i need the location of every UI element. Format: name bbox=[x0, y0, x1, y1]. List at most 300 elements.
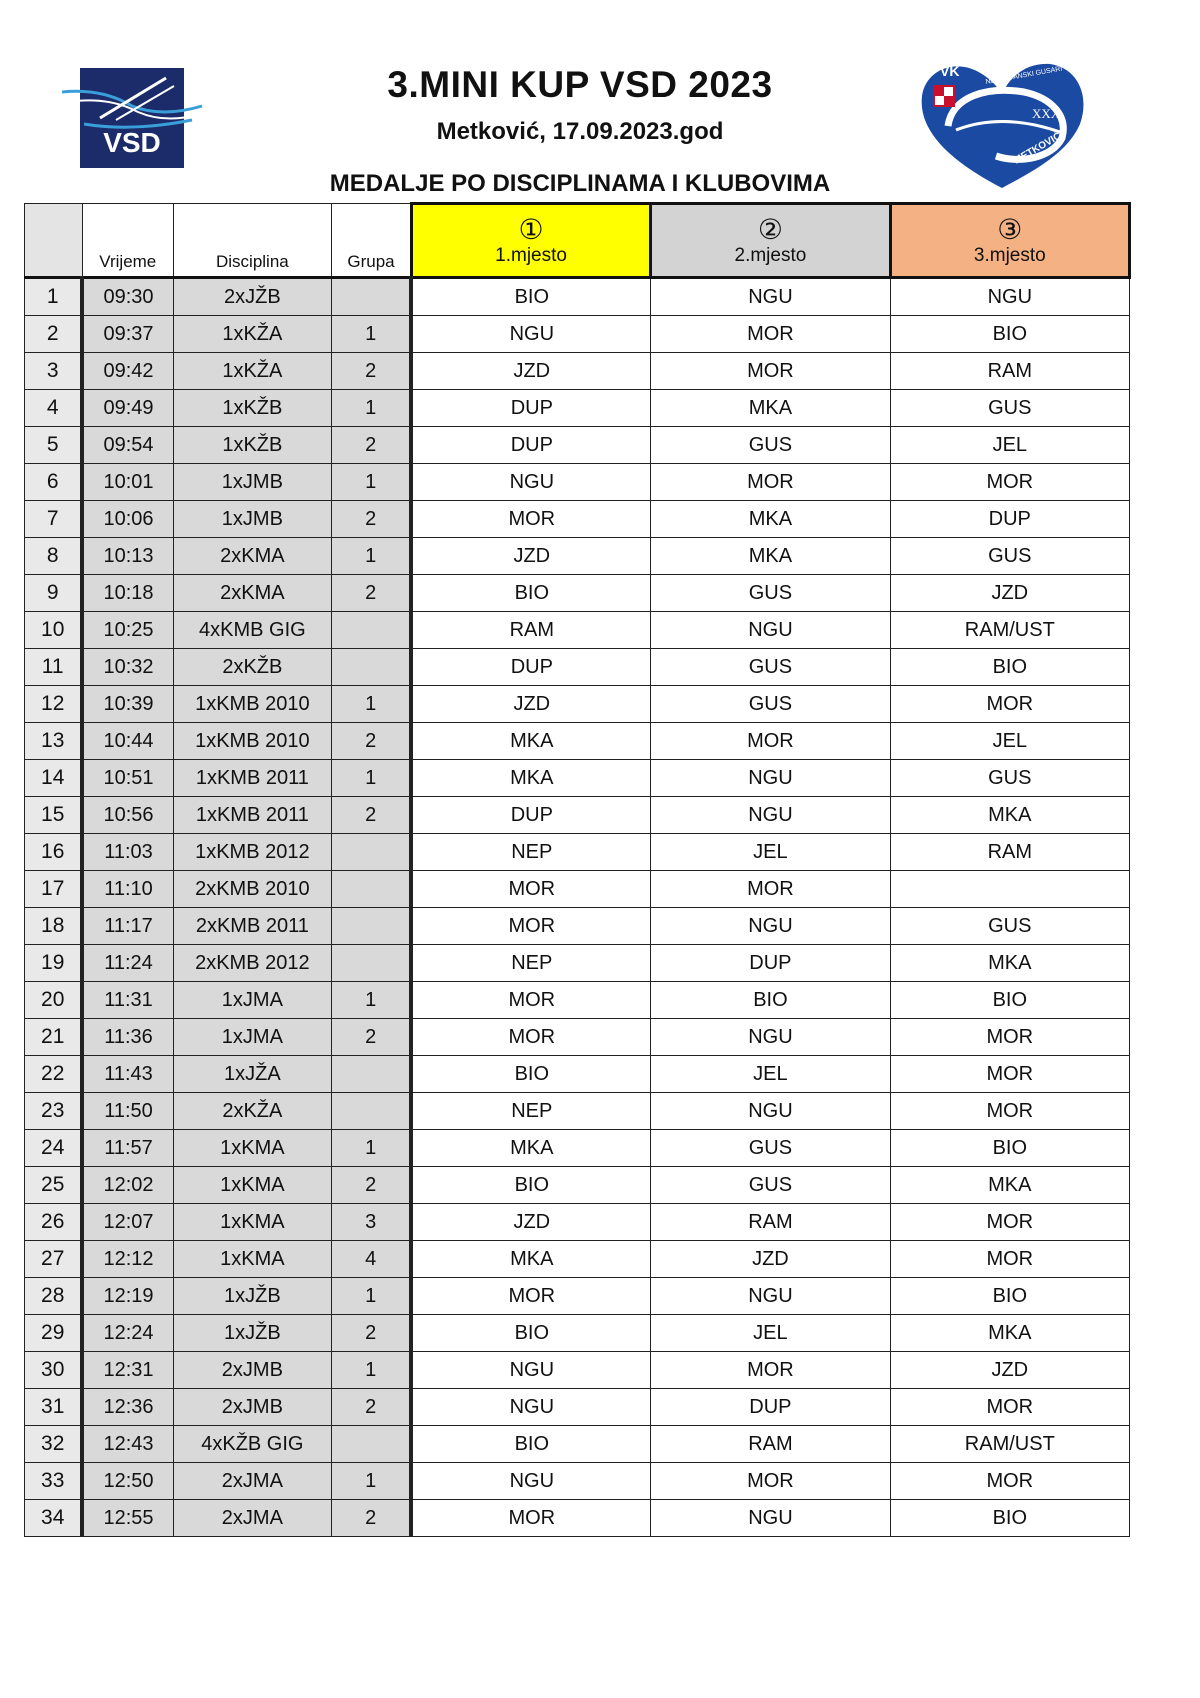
row-third-place: MOR bbox=[890, 1241, 1129, 1278]
row-third-place: MOR bbox=[890, 1056, 1129, 1093]
row-group: 3 bbox=[332, 1204, 412, 1241]
row-number: 22 bbox=[25, 1056, 83, 1093]
row-number: 29 bbox=[25, 1315, 83, 1352]
row-number: 11 bbox=[25, 649, 83, 686]
row-discipline: 2xJMB bbox=[173, 1389, 331, 1426]
row-third-place bbox=[890, 871, 1129, 908]
row-third-place: BIO bbox=[890, 316, 1129, 353]
table-header-row bbox=[25, 204, 1130, 278]
row-group: 1 bbox=[332, 390, 412, 427]
row-number: 26 bbox=[25, 1204, 83, 1241]
row-number: 23 bbox=[25, 1093, 83, 1130]
row-time: 10:44 bbox=[82, 723, 173, 760]
row-first-place: NGU bbox=[411, 316, 650, 353]
row-first-place: NEP bbox=[411, 1093, 650, 1130]
row-group: 1 bbox=[332, 1463, 412, 1500]
row-time: 11:31 bbox=[82, 982, 173, 1019]
row-group bbox=[332, 1093, 412, 1130]
row-number: 9 bbox=[25, 575, 83, 612]
row-discipline: 2xKMB 2010 bbox=[173, 871, 331, 908]
row-first-place: DUP bbox=[411, 649, 650, 686]
row-number: 13 bbox=[25, 723, 83, 760]
row-discipline: 1xKMA bbox=[173, 1241, 331, 1278]
row-third-place: JEL bbox=[890, 723, 1129, 760]
svg-text:VSD: VSD bbox=[103, 127, 161, 158]
row-number: 24 bbox=[25, 1130, 83, 1167]
row-third-place: JZD bbox=[890, 575, 1129, 612]
row-first-place: NGU bbox=[411, 1389, 650, 1426]
row-third-place: BIO bbox=[890, 982, 1129, 1019]
row-discipline: 2xKMB 2011 bbox=[173, 908, 331, 945]
row-second-place: GUS bbox=[651, 1167, 890, 1204]
row-number: 27 bbox=[25, 1241, 83, 1278]
row-time: 09:54 bbox=[82, 427, 173, 464]
table-row bbox=[25, 649, 1130, 686]
row-number: 33 bbox=[25, 1463, 83, 1500]
row-group: 2 bbox=[332, 723, 412, 760]
table-row bbox=[25, 278, 1130, 316]
row-discipline: 2xJŽB bbox=[173, 278, 331, 316]
page-title: 3.MINI KUP VSD 2023 bbox=[387, 64, 773, 105]
row-group: 1 bbox=[332, 982, 412, 1019]
row-third-place: MKA bbox=[890, 1167, 1129, 1204]
row-group: 4 bbox=[332, 1241, 412, 1278]
row-number: 25 bbox=[25, 1167, 83, 1204]
row-first-place: NEP bbox=[411, 834, 650, 871]
row-second-place: MOR bbox=[651, 464, 890, 501]
row-third-place: DUP bbox=[890, 501, 1129, 538]
row-discipline: 1xKMA bbox=[173, 1204, 331, 1241]
row-discipline: 1xJŽB bbox=[173, 1278, 331, 1315]
row-number: 32 bbox=[25, 1426, 83, 1463]
row-group bbox=[332, 1426, 412, 1463]
row-third-place: GUS bbox=[890, 538, 1129, 575]
row-number: 34 bbox=[25, 1500, 83, 1537]
row-second-place: NGU bbox=[651, 1278, 890, 1315]
row-first-place: MOR bbox=[411, 1500, 650, 1537]
row-group: 2 bbox=[332, 1315, 412, 1352]
row-third-place: MOR bbox=[890, 1019, 1129, 1056]
row-third-place: JEL bbox=[890, 427, 1129, 464]
row-time: 09:37 bbox=[82, 316, 173, 353]
row-second-place: NGU bbox=[651, 1093, 890, 1130]
row-second-place: NGU bbox=[651, 797, 890, 834]
row-time: 10:51 bbox=[82, 760, 173, 797]
row-first-place: NGU bbox=[411, 464, 650, 501]
medals-table bbox=[24, 202, 1131, 1537]
header-grupa: Grupa bbox=[332, 204, 412, 278]
row-number: 10 bbox=[25, 612, 83, 649]
header-first-place bbox=[411, 204, 650, 278]
row-number: 18 bbox=[25, 908, 83, 945]
row-discipline: 1xJŽB bbox=[173, 1315, 331, 1352]
row-time: 12:55 bbox=[82, 1500, 173, 1537]
table-row bbox=[25, 1389, 1130, 1426]
row-second-place: NGU bbox=[651, 908, 890, 945]
row-discipline: 1xKMB 2012 bbox=[173, 834, 331, 871]
row-time: 12:02 bbox=[82, 1167, 173, 1204]
row-time: 10:13 bbox=[82, 538, 173, 575]
row-second-place: MOR bbox=[651, 723, 890, 760]
row-second-place: DUP bbox=[651, 945, 890, 982]
first-place-symbol: ① bbox=[518, 213, 544, 245]
row-first-place: NGU bbox=[411, 1352, 650, 1389]
row-number: 6 bbox=[25, 464, 83, 501]
row-second-place: JEL bbox=[651, 1315, 890, 1352]
row-time: 12:31 bbox=[82, 1352, 173, 1389]
row-number: 3 bbox=[25, 353, 83, 390]
row-group: 1 bbox=[332, 316, 412, 353]
section-title: MEDALJE PO DISCIPLINAMA I KLUBOVIMA bbox=[329, 170, 831, 197]
vsd-logo bbox=[62, 66, 204, 180]
row-first-place: BIO bbox=[411, 1315, 650, 1352]
row-second-place: JEL bbox=[651, 1056, 890, 1093]
table-row bbox=[25, 353, 1130, 390]
row-first-place: NGU bbox=[411, 1463, 650, 1500]
row-second-place: GUS bbox=[651, 686, 890, 723]
row-number: 20 bbox=[25, 982, 83, 1019]
second-place-label: 2.mjesto bbox=[734, 244, 807, 266]
row-discipline: 2xJMB bbox=[173, 1352, 331, 1389]
row-first-place: BIO bbox=[411, 1167, 650, 1204]
row-time: 10:39 bbox=[82, 686, 173, 723]
row-first-place: MKA bbox=[411, 723, 650, 760]
row-third-place: NGU bbox=[890, 278, 1129, 316]
row-third-place: BIO bbox=[890, 1130, 1129, 1167]
row-discipline: 2xJMA bbox=[173, 1500, 331, 1537]
table-row bbox=[25, 390, 1130, 427]
table-row bbox=[25, 612, 1130, 649]
row-discipline: 1xKMB 2011 bbox=[173, 797, 331, 834]
row-group bbox=[332, 649, 412, 686]
row-number: 5 bbox=[25, 427, 83, 464]
row-number: 7 bbox=[25, 501, 83, 538]
row-number: 12 bbox=[25, 686, 83, 723]
row-third-place: RAM bbox=[890, 353, 1129, 390]
row-time: 12:50 bbox=[82, 1463, 173, 1500]
row-number: 2 bbox=[25, 316, 83, 353]
row-time: 12:36 bbox=[82, 1389, 173, 1426]
page-subtitle: Metković, 17.09.2023.god bbox=[436, 118, 724, 145]
row-first-place: JZD bbox=[411, 686, 650, 723]
row-second-place: BIO bbox=[651, 982, 890, 1019]
row-third-place: MOR bbox=[890, 464, 1129, 501]
row-third-place: BIO bbox=[890, 649, 1129, 686]
table-row bbox=[25, 464, 1130, 501]
table-row bbox=[25, 1130, 1130, 1167]
table-row bbox=[25, 538, 1130, 575]
row-third-place: GUS bbox=[890, 908, 1129, 945]
vk-metkovic-logo-graphic bbox=[912, 52, 1092, 192]
row-group bbox=[332, 908, 412, 945]
row-second-place: NGU bbox=[651, 612, 890, 649]
row-first-place: MKA bbox=[411, 760, 650, 797]
row-third-place: GUS bbox=[890, 760, 1129, 797]
row-discipline: 2xKMA bbox=[173, 575, 331, 612]
row-first-place: DUP bbox=[411, 797, 650, 834]
row-second-place: MOR bbox=[651, 353, 890, 390]
row-third-place: RAM/UST bbox=[890, 1426, 1129, 1463]
row-group: 1 bbox=[332, 1352, 412, 1389]
row-third-place: MOR bbox=[890, 1389, 1129, 1426]
row-time: 12:43 bbox=[82, 1426, 173, 1463]
row-number: 8 bbox=[25, 538, 83, 575]
row-third-place: GUS bbox=[890, 390, 1129, 427]
row-group: 1 bbox=[332, 538, 412, 575]
table-row bbox=[25, 982, 1130, 1019]
row-discipline: 2xKMA bbox=[173, 538, 331, 575]
row-first-place: MOR bbox=[411, 1278, 650, 1315]
row-first-place: DUP bbox=[411, 390, 650, 427]
row-discipline: 1xKMA bbox=[173, 1130, 331, 1167]
row-discipline: 1xKŽA bbox=[173, 353, 331, 390]
row-discipline: 2xKŽB bbox=[173, 649, 331, 686]
row-first-place: MKA bbox=[411, 1130, 650, 1167]
row-discipline: 2xJMA bbox=[173, 1463, 331, 1500]
table-row bbox=[25, 1315, 1130, 1352]
table-row bbox=[25, 723, 1130, 760]
svg-text:XXX: XXX bbox=[1032, 106, 1061, 121]
row-first-place: JZD bbox=[411, 1204, 650, 1241]
row-number: 4 bbox=[25, 390, 83, 427]
table-row bbox=[25, 427, 1130, 464]
svg-text:NERETVANSKI GUSARI: NERETVANSKI GUSARI bbox=[985, 65, 1063, 86]
header-number bbox=[25, 204, 83, 278]
row-discipline: 1xJŽA bbox=[173, 1056, 331, 1093]
row-third-place: MKA bbox=[890, 1315, 1129, 1352]
table-row bbox=[25, 1204, 1130, 1241]
row-number: 1 bbox=[25, 278, 83, 316]
row-second-place: MOR bbox=[651, 1463, 890, 1500]
row-time: 11:57 bbox=[82, 1130, 173, 1167]
table-row bbox=[25, 1426, 1130, 1463]
row-second-place: MOR bbox=[651, 1352, 890, 1389]
row-third-place: MKA bbox=[890, 797, 1129, 834]
table-row bbox=[25, 871, 1130, 908]
row-first-place: NEP bbox=[411, 945, 650, 982]
row-third-place: MOR bbox=[890, 1204, 1129, 1241]
row-discipline: 1xKMB 2010 bbox=[173, 686, 331, 723]
row-second-place: DUP bbox=[651, 1389, 890, 1426]
first-place-label: 1.mjesto bbox=[495, 244, 567, 266]
row-third-place: MOR bbox=[890, 1463, 1129, 1500]
row-discipline: 1xKŽB bbox=[173, 390, 331, 427]
row-number: 19 bbox=[25, 945, 83, 982]
row-first-place: MOR bbox=[411, 908, 650, 945]
row-discipline: 4xKŽB GIG bbox=[173, 1426, 331, 1463]
row-second-place: RAM bbox=[651, 1426, 890, 1463]
row-discipline: 1xJMA bbox=[173, 982, 331, 1019]
table-row bbox=[25, 1093, 1130, 1130]
row-time: 10:06 bbox=[82, 501, 173, 538]
row-discipline: 1xJMB bbox=[173, 464, 331, 501]
vk-metkovic-logo bbox=[912, 52, 1092, 192]
row-time: 12:19 bbox=[82, 1278, 173, 1315]
row-group: 1 bbox=[332, 760, 412, 797]
row-second-place: JEL bbox=[651, 834, 890, 871]
table-row bbox=[25, 1500, 1130, 1537]
row-first-place: MKA bbox=[411, 1241, 650, 1278]
row-time: 11:03 bbox=[82, 834, 173, 871]
header-second-place bbox=[651, 204, 890, 278]
row-time: 12:07 bbox=[82, 1204, 173, 1241]
table-row bbox=[25, 1241, 1130, 1278]
row-second-place: NGU bbox=[651, 760, 890, 797]
row-second-place: RAM bbox=[651, 1204, 890, 1241]
row-group: 1 bbox=[332, 1278, 412, 1315]
row-time: 12:12 bbox=[82, 1241, 173, 1278]
header-vrijeme: Vrijeme bbox=[82, 204, 173, 278]
row-time: 10:32 bbox=[82, 649, 173, 686]
row-third-place: RAM/UST bbox=[890, 612, 1129, 649]
row-group bbox=[332, 945, 412, 982]
second-place-symbol: ② bbox=[757, 213, 783, 245]
row-number: 28 bbox=[25, 1278, 83, 1315]
row-discipline: 1xJMA bbox=[173, 1019, 331, 1056]
row-second-place: GUS bbox=[651, 649, 890, 686]
row-group: 1 bbox=[332, 1130, 412, 1167]
row-number: 16 bbox=[25, 834, 83, 871]
row-number: 31 bbox=[25, 1389, 83, 1426]
row-time: 11:50 bbox=[82, 1093, 173, 1130]
row-discipline: 1xKMA bbox=[173, 1167, 331, 1204]
row-group: 2 bbox=[332, 797, 412, 834]
row-group bbox=[332, 871, 412, 908]
table-row bbox=[25, 834, 1130, 871]
row-group: 2 bbox=[332, 353, 412, 390]
row-first-place: JZD bbox=[411, 353, 650, 390]
row-time: 11:17 bbox=[82, 908, 173, 945]
row-discipline: 2xKŽA bbox=[173, 1093, 331, 1130]
row-second-place: MKA bbox=[651, 538, 890, 575]
row-second-place: MOR bbox=[651, 316, 890, 353]
row-group bbox=[332, 834, 412, 871]
row-number: 15 bbox=[25, 797, 83, 834]
table-row bbox=[25, 908, 1130, 945]
row-time: 09:30 bbox=[82, 278, 173, 316]
row-group: 1 bbox=[332, 686, 412, 723]
svg-text:METKOVIĆ: METKOVIĆ bbox=[1012, 130, 1064, 167]
row-third-place: JZD bbox=[890, 1352, 1129, 1389]
third-place-label: 3.mjesto bbox=[973, 244, 1046, 266]
row-time: 12:24 bbox=[82, 1315, 173, 1352]
row-discipline: 1xJMB bbox=[173, 501, 331, 538]
row-number: 14 bbox=[25, 760, 83, 797]
row-number: 30 bbox=[25, 1352, 83, 1389]
vsd-logo-graphic bbox=[62, 66, 204, 180]
row-number: 21 bbox=[25, 1019, 83, 1056]
row-first-place: BIO bbox=[411, 575, 650, 612]
row-time: 11:43 bbox=[82, 1056, 173, 1093]
svg-text:VK: VK bbox=[940, 63, 960, 79]
row-second-place: NGU bbox=[651, 1019, 890, 1056]
header-disciplina: Disciplina bbox=[173, 204, 331, 278]
medals-table-body bbox=[25, 278, 1130, 1537]
row-time: 11:24 bbox=[82, 945, 173, 982]
table-row bbox=[25, 1463, 1130, 1500]
row-group: 2 bbox=[332, 501, 412, 538]
row-second-place: GUS bbox=[651, 575, 890, 612]
row-first-place: BIO bbox=[411, 1056, 650, 1093]
header-third-place bbox=[890, 204, 1129, 278]
row-second-place: JZD bbox=[651, 1241, 890, 1278]
row-group: 2 bbox=[332, 575, 412, 612]
row-first-place: BIO bbox=[411, 1426, 650, 1463]
row-first-place: JZD bbox=[411, 538, 650, 575]
row-second-place: GUS bbox=[651, 427, 890, 464]
row-discipline: 1xKMB 2010 bbox=[173, 723, 331, 760]
row-first-place: MOR bbox=[411, 1019, 650, 1056]
table-row bbox=[25, 1278, 1130, 1315]
table-row bbox=[25, 1352, 1130, 1389]
row-second-place: GUS bbox=[651, 1130, 890, 1167]
row-first-place: BIO bbox=[411, 278, 650, 316]
row-time: 11:10 bbox=[82, 871, 173, 908]
row-group: 2 bbox=[332, 1167, 412, 1204]
row-second-place: MKA bbox=[651, 501, 890, 538]
row-discipline: 4xKMB GIG bbox=[173, 612, 331, 649]
row-first-place: MOR bbox=[411, 871, 650, 908]
row-third-place: MOR bbox=[890, 1093, 1129, 1130]
row-discipline: 1xKŽA bbox=[173, 316, 331, 353]
row-second-place: NGU bbox=[651, 1500, 890, 1537]
row-number: 17 bbox=[25, 871, 83, 908]
table-row bbox=[25, 1167, 1130, 1204]
row-first-place: MOR bbox=[411, 501, 650, 538]
row-group: 2 bbox=[332, 1500, 412, 1537]
row-second-place: MOR bbox=[651, 871, 890, 908]
row-time: 10:18 bbox=[82, 575, 173, 612]
row-third-place: MKA bbox=[890, 945, 1129, 982]
row-time: 09:42 bbox=[82, 353, 173, 390]
row-time: 10:56 bbox=[82, 797, 173, 834]
row-discipline: 1xKMB 2011 bbox=[173, 760, 331, 797]
table-row bbox=[25, 945, 1130, 982]
third-place-symbol: ③ bbox=[997, 213, 1023, 245]
row-time: 10:01 bbox=[82, 464, 173, 501]
table-row bbox=[25, 797, 1130, 834]
row-time: 09:49 bbox=[82, 390, 173, 427]
row-group: 2 bbox=[332, 427, 412, 464]
row-group: 2 bbox=[332, 1019, 412, 1056]
table-row bbox=[25, 575, 1130, 612]
row-second-place: NGU bbox=[651, 278, 890, 316]
table-row bbox=[25, 501, 1130, 538]
row-third-place: RAM bbox=[890, 834, 1129, 871]
row-second-place: MKA bbox=[651, 390, 890, 427]
row-third-place: BIO bbox=[890, 1278, 1129, 1315]
table-row bbox=[25, 1056, 1130, 1093]
row-discipline: 2xKMB 2012 bbox=[173, 945, 331, 982]
table-row bbox=[25, 316, 1130, 353]
row-group bbox=[332, 1056, 412, 1093]
row-first-place: DUP bbox=[411, 427, 650, 464]
row-time: 10:25 bbox=[82, 612, 173, 649]
row-group: 1 bbox=[332, 464, 412, 501]
row-discipline: 1xKŽB bbox=[173, 427, 331, 464]
table-row bbox=[25, 686, 1130, 723]
row-group bbox=[332, 612, 412, 649]
row-first-place: MOR bbox=[411, 982, 650, 1019]
row-third-place: MOR bbox=[890, 686, 1129, 723]
table-row bbox=[25, 1019, 1130, 1056]
row-time: 11:36 bbox=[82, 1019, 173, 1056]
row-group bbox=[332, 278, 412, 316]
row-third-place: BIO bbox=[890, 1500, 1129, 1537]
table-row bbox=[25, 760, 1130, 797]
row-first-place: RAM bbox=[411, 612, 650, 649]
row-group: 2 bbox=[332, 1389, 412, 1426]
